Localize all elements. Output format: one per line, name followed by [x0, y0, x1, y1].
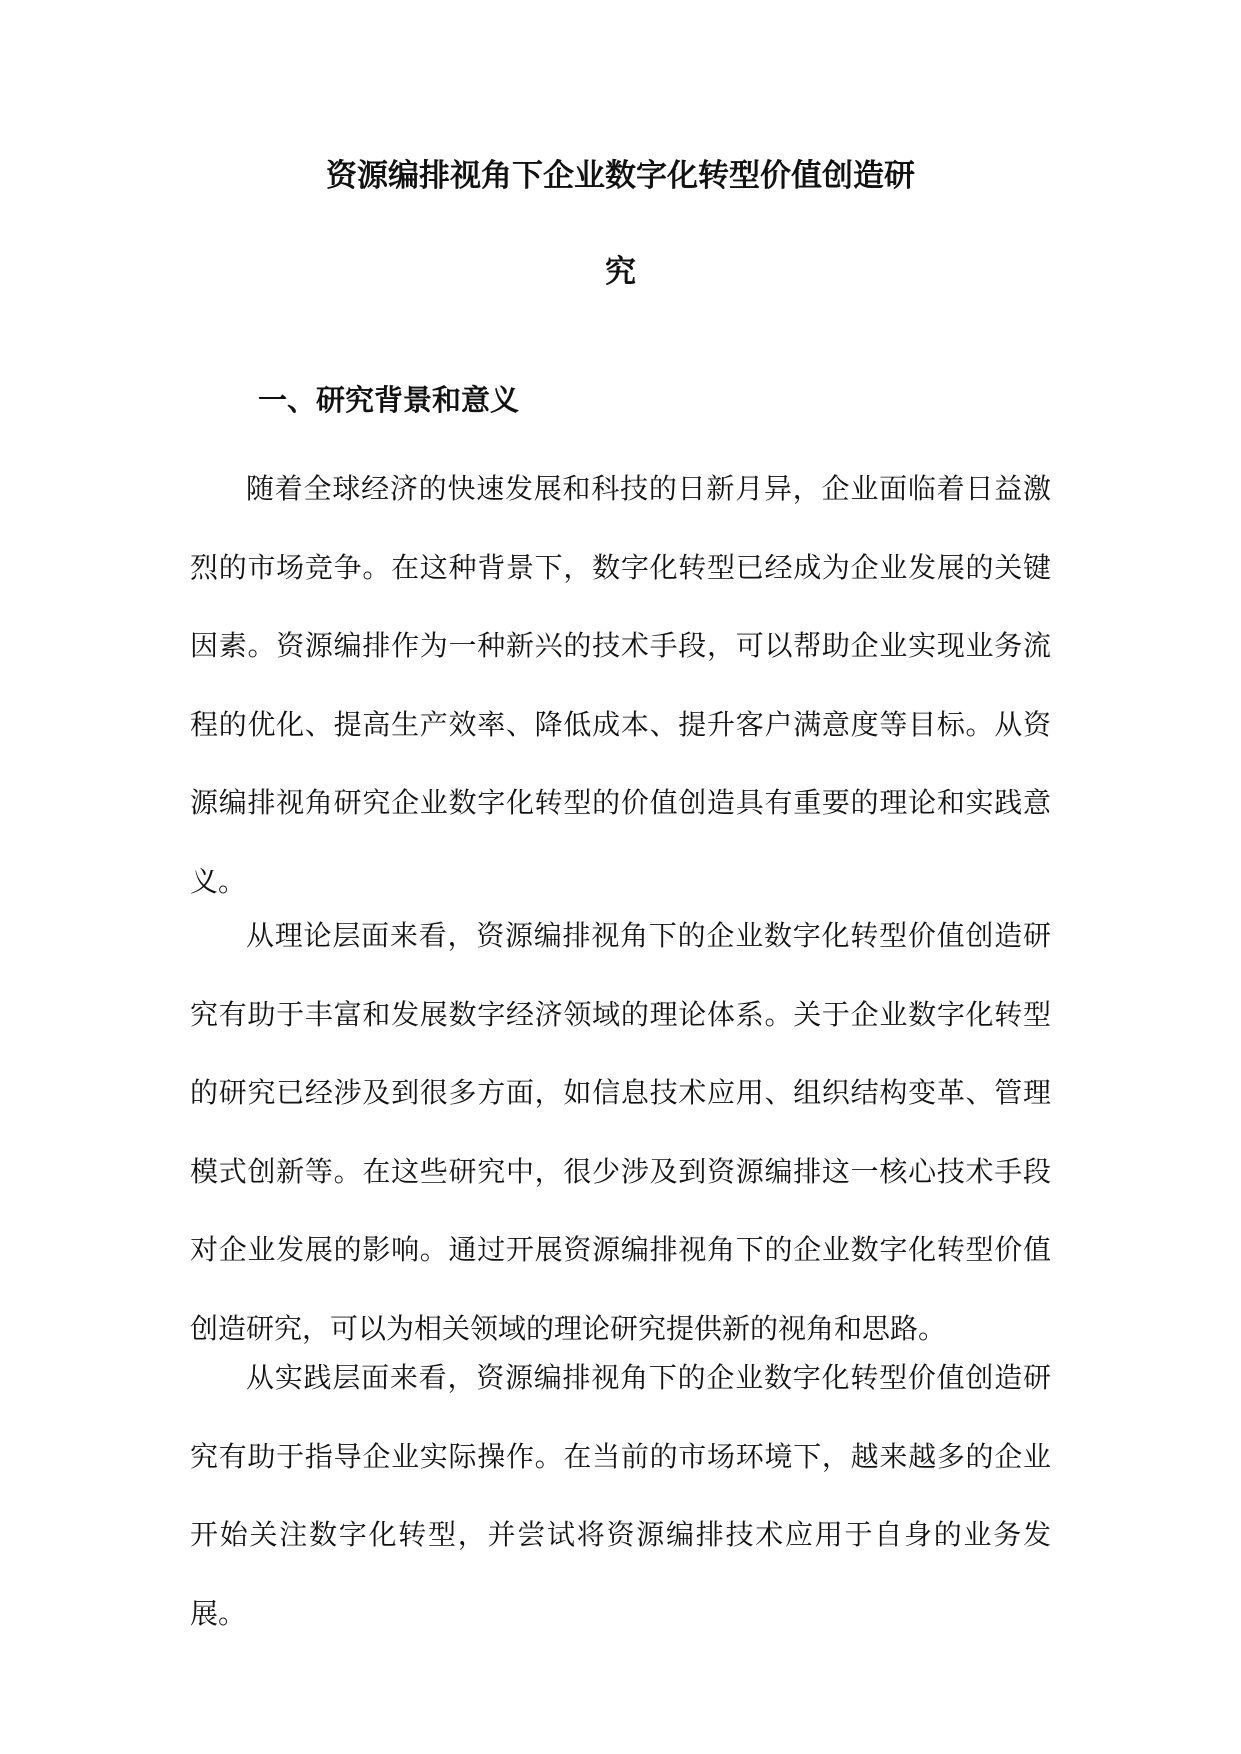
document-title-line-1: 资源编排视角下企业数字化转型价值创造研 — [326, 158, 915, 194]
body-paragraph-1: 随着全球经济的快速发展和科技的日新月异，企业面临着日益激烈的市场竞争。在这种背景下，数字化转型已经成为企业发展的关键因素。资源编排作为一种新兴的技术手段，可以帮助企业实现业务流程的优化、提高生产效率、降低成本、提升客户满意度等目标。从资源编排视角研究企业数字化转型的价值创造具有重要的理论和实践意义。 — [190, 472, 1051, 898]
body-paragraph-2: 从理论层面来看，资源编排视角下的企业数字化转型价值创造研究有助于丰富和发展数字经济领域的理论体系。关于企业数字化转型的研究已经涉及到很多方面，如信息技术应用、组织结构变革、管理模式创新等。在这些研究中，很少涉及到资源编排这一核心技术手段对企业发展的影响。通过开展资源编排视角下的企业数字化转型价值创造研究，可以为相关领域的理论研究提供新的视角和思路。 — [190, 919, 1051, 1345]
section-heading: 一、研究背景和意义 — [258, 383, 520, 417]
document-title-line-2: 究 — [605, 254, 636, 290]
body-paragraph-3: 从实践层面来看，资源编排视角下的企业数字化转型价值创造研究有助于指导企业实际操作。在当前的市场环境下，越来越多的企业开始关注数字化转型，并尝试将资源编排技术应用于自身的业务发展。 — [190, 1361, 1051, 1630]
